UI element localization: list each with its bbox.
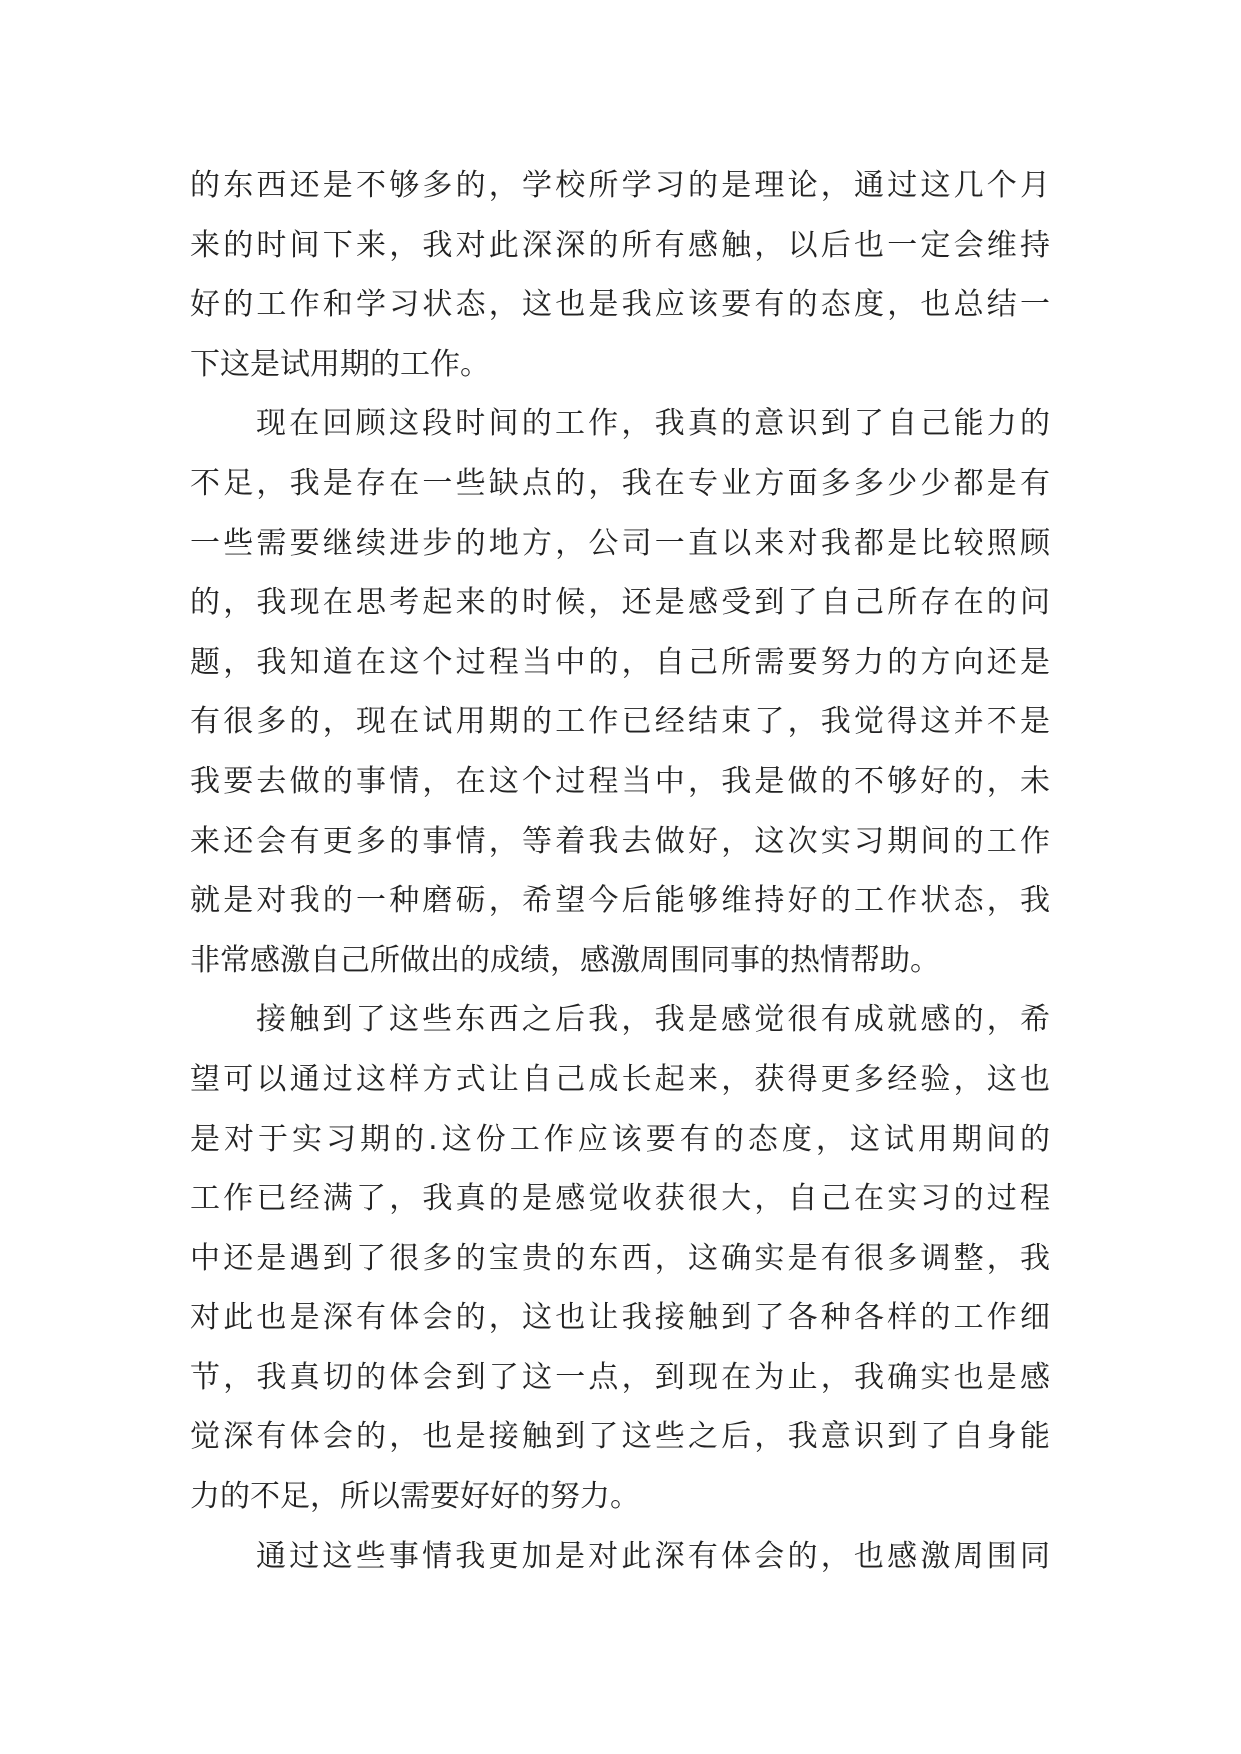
text-line: 望可以通过这样方式让自己成长起来，获得更多经验，这也	[190, 1061, 1050, 1097]
text-line: 来的时间下来，我对此深深的所有感触，以后也一定会维持	[190, 227, 1050, 263]
text-line: 我要去做的事情，在这个过程当中，我是做的不够好的，未	[190, 763, 1050, 799]
text-line: 的，我现在思考起来的时候，还是感受到了自己所存在的问	[190, 585, 1050, 621]
text-line: 力的不足，所以需要好好的努力。	[190, 1479, 640, 1515]
text-line: 来还会有更多的事情，等着我去做好，这次实习期间的工作	[190, 823, 1050, 859]
text-line: 非常感激自己所做出的成绩，感激周围同事的热情帮助。	[190, 942, 940, 978]
text-line: 下这是试用期的工作。	[190, 346, 490, 382]
text-line: 节，我真切的体会到了这一点，到现在为止，我确实也是感	[190, 1359, 1050, 1395]
text-line: 工作已经满了，我真的是感觉收获很大，自己在实习的过程	[190, 1181, 1050, 1217]
text-line: 好的工作和学习状态，这也是我应该要有的态度，也总结一	[190, 287, 1050, 323]
paragraph	[190, 394, 1050, 990]
text-line: 接触到了这些东西之后我，我是感觉很有成就感的，希	[256, 1002, 1050, 1038]
document-body	[190, 156, 1050, 1586]
paragraph	[190, 156, 1050, 394]
text-line: 通过这些事情我更加是对此深有体会的，也感激周围同	[256, 1538, 1050, 1574]
text-line: 对此也是深有体会的，这也让我接触到了各种各样的工作细	[190, 1300, 1050, 1336]
text-line: 觉深有体会的，也是接触到了这些之后，我意识到了自身能	[190, 1419, 1050, 1455]
paragraph	[190, 990, 1050, 1526]
text-line: 中还是遇到了很多的宝贵的东西，这确实是有很多调整，我	[190, 1240, 1050, 1276]
text-line: 是对于实习期的.这份工作应该要有的态度，这试用期间的	[190, 1121, 1050, 1157]
text-line: 一些需要继续进步的地方，公司一直以来对我都是比较照顾	[190, 525, 1050, 561]
text-line: 有很多的，现在试用期的工作已经结束了，我觉得这并不是	[190, 704, 1050, 740]
text-line: 现在回顾这段时间的工作，我真的意识到了自己能力的	[256, 406, 1050, 442]
paragraph	[190, 1527, 1050, 1587]
text-line: 不足，我是存在一些缺点的，我在专业方面多多少少都是有	[190, 465, 1050, 501]
text-line: 就是对我的一种磨砺，希望今后能够维持好的工作状态，我	[190, 883, 1050, 919]
text-line: 题，我知道在这个过程当中的，自己所需要努力的方向还是	[190, 644, 1050, 680]
text-line: 的东西还是不够多的，学校所学习的是理论，通过这几个月	[190, 168, 1050, 203]
